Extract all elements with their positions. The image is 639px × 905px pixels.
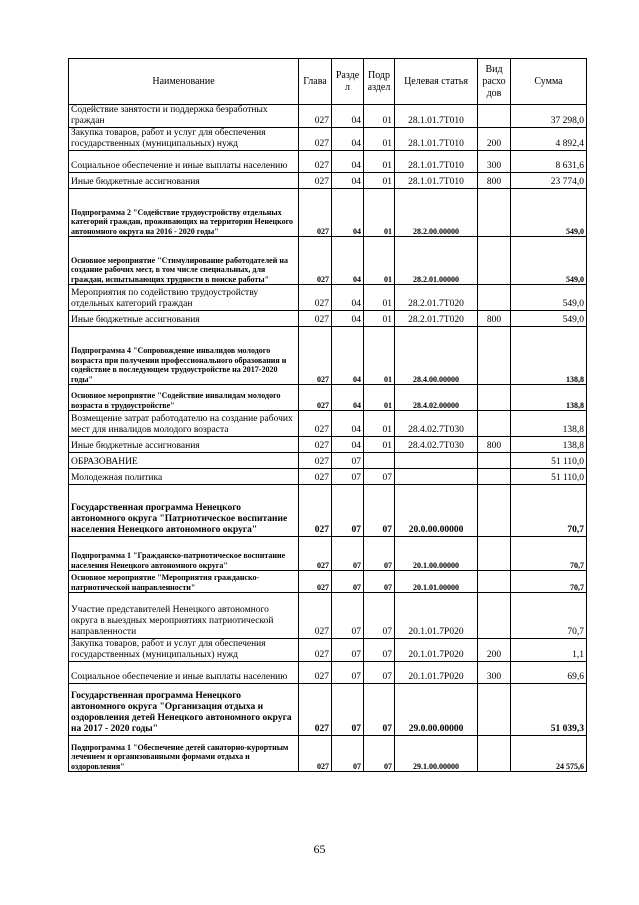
cell-target: 29.1.00.00000 — [395, 736, 478, 772]
table-row — [69, 571, 587, 593]
cell-expense: 800 — [478, 437, 511, 453]
table-row — [69, 411, 587, 437]
cell-name: Иные бюджетные ассигнования — [69, 437, 299, 453]
cell-amount: 51 039,3 — [511, 684, 587, 736]
cell-subsection: 01 — [364, 411, 395, 437]
table-row — [69, 736, 587, 772]
cell-section: 04 — [332, 237, 364, 285]
budget-table — [68, 58, 587, 772]
cell-section: 07 — [332, 593, 364, 639]
cell-expense — [478, 736, 511, 772]
cell-expense — [478, 485, 511, 537]
cell-subsection: 01 — [364, 237, 395, 285]
cell-subsection: 07 — [364, 571, 395, 593]
cell-name: Подпрограмма 2 "Содействие трудоустройству отдельных категорий граждан, проживающих на территории Ненецкого автономного округа на 2016 - 2020 годы" — [69, 189, 299, 237]
table-row — [69, 593, 587, 639]
cell-expense — [478, 684, 511, 736]
cell-amount: 37 298,0 — [511, 105, 587, 128]
cell-subsection: 01 — [364, 385, 395, 411]
cell-section: 04 — [332, 151, 364, 173]
cell-expense — [478, 285, 511, 311]
cell-target: 20.1.01.7Р020 — [395, 593, 478, 639]
cell-expense — [478, 469, 511, 485]
cell-target: 20.1.01.7Р020 — [395, 639, 478, 662]
cell-target: 20.0.00.00000 — [395, 485, 478, 537]
table-row — [69, 189, 587, 237]
cell-name: Государственная программа Ненецкого автономного округа "Организация отдыха и оздоровления детей Ненецкого автономного округа на 2017 - 2020 годы" — [69, 684, 299, 736]
table-row — [69, 128, 587, 151]
header-name: Наименование — [69, 59, 299, 105]
cell-expense — [478, 537, 511, 571]
cell-target: 28.2.01.7Т020 — [395, 311, 478, 327]
cell-amount: 138,8 — [511, 437, 587, 453]
cell-section: 07 — [332, 736, 364, 772]
cell-section: 07 — [332, 469, 364, 485]
cell-chapter: 027 — [299, 684, 332, 736]
cell-target — [395, 469, 478, 485]
cell-name: Содействие занятости и поддержка безработных граждан — [69, 105, 299, 128]
cell-expense — [478, 189, 511, 237]
cell-section: 07 — [332, 662, 364, 684]
table-row — [69, 285, 587, 311]
cell-target: 20.1.01.7Р020 — [395, 662, 478, 684]
cell-chapter: 027 — [299, 485, 332, 537]
table-row — [69, 639, 587, 662]
cell-amount: 549,0 — [511, 285, 587, 311]
cell-chapter: 027 — [299, 469, 332, 485]
cell-subsection: 07 — [364, 485, 395, 537]
cell-name: Иные бюджетные ассигнования — [69, 173, 299, 189]
cell-expense — [478, 411, 511, 437]
cell-section: 04 — [332, 285, 364, 311]
cell-name: Мероприятия по содействию трудоустройству отдельных категорий граждан — [69, 285, 299, 311]
cell-section: 04 — [332, 327, 364, 385]
page-number: 65 — [313, 842, 326, 856]
cell-subsection: 01 — [364, 311, 395, 327]
table-row — [69, 453, 587, 469]
table-row — [69, 237, 587, 285]
cell-subsection: 01 — [364, 437, 395, 453]
table-row — [69, 437, 587, 453]
cell-subsection: 07 — [364, 736, 395, 772]
cell-amount: 24 575,6 — [511, 736, 587, 772]
cell-section: 07 — [332, 684, 364, 736]
cell-name: ОБРАЗОВАНИЕ — [69, 453, 299, 469]
cell-section: 07 — [332, 537, 364, 571]
cell-amount: 51 110,0 — [511, 469, 587, 485]
table-row — [69, 105, 587, 128]
cell-target — [395, 453, 478, 469]
cell-chapter: 027 — [299, 105, 332, 128]
cell-expense — [478, 105, 511, 128]
cell-expense: 200 — [478, 639, 511, 662]
cell-target: 28.1.01.7Т010 — [395, 105, 478, 128]
table-row — [69, 151, 587, 173]
cell-expense: 300 — [478, 662, 511, 684]
cell-section: 04 — [332, 189, 364, 237]
table-row — [69, 173, 587, 189]
cell-chapter: 027 — [299, 173, 332, 189]
cell-subsection: 01 — [364, 128, 395, 151]
cell-target: 28.4.02.00000 — [395, 385, 478, 411]
cell-amount: 70,7 — [511, 485, 587, 537]
cell-section: 07 — [332, 639, 364, 662]
cell-chapter: 027 — [299, 571, 332, 593]
cell-amount: 69,6 — [511, 662, 587, 684]
table-row — [69, 469, 587, 485]
cell-name: Подпрограмма 1 "Обеспечение детей санаторно-курортным лечением и организованными формами отдыха и оздоровления" — [69, 736, 299, 772]
cell-target: 28.1.01.7Т010 — [395, 151, 478, 173]
cell-amount: 70,7 — [511, 571, 587, 593]
cell-expense: 200 — [478, 128, 511, 151]
cell-section: 04 — [332, 385, 364, 411]
cell-name: Социальное обеспечение и иные выплаты населению — [69, 662, 299, 684]
cell-section: 07 — [332, 453, 364, 469]
cell-chapter: 027 — [299, 311, 332, 327]
cell-chapter: 027 — [299, 437, 332, 453]
header-chapter: Глава — [299, 59, 332, 105]
table-row — [69, 327, 587, 385]
cell-section: 04 — [332, 173, 364, 189]
cell-amount: 4 892,4 — [511, 128, 587, 151]
cell-chapter: 027 — [299, 128, 332, 151]
cell-expense — [478, 327, 511, 385]
cell-target: 28.4.00.00000 — [395, 327, 478, 385]
cell-expense: 300 — [478, 151, 511, 173]
cell-chapter: 027 — [299, 593, 332, 639]
cell-target: 20.1.00.00000 — [395, 537, 478, 571]
cell-subsection: 01 — [364, 189, 395, 237]
cell-amount: 51 110,0 — [511, 453, 587, 469]
cell-amount: 1,1 — [511, 639, 587, 662]
cell-subsection: 01 — [364, 285, 395, 311]
table-row — [69, 385, 587, 411]
cell-target: 28.2.01.00000 — [395, 237, 478, 285]
cell-chapter: 027 — [299, 537, 332, 571]
table-row — [69, 485, 587, 537]
cell-subsection: 01 — [364, 151, 395, 173]
cell-name: Закупка товаров, работ и услуг для обеспечения государственных (муниципальных) нужд — [69, 128, 299, 151]
cell-chapter: 027 — [299, 639, 332, 662]
cell-section: 04 — [332, 128, 364, 151]
cell-chapter: 027 — [299, 736, 332, 772]
cell-expense — [478, 385, 511, 411]
table-row — [69, 537, 587, 571]
cell-chapter: 027 — [299, 411, 332, 437]
header-section: Разде л — [332, 59, 364, 105]
cell-amount: 138,8 — [511, 385, 587, 411]
cell-chapter: 027 — [299, 189, 332, 237]
cell-target: 20.1.01.00000 — [395, 571, 478, 593]
cell-amount: 549,0 — [511, 189, 587, 237]
cell-expense: 800 — [478, 173, 511, 189]
cell-section: 04 — [332, 437, 364, 453]
header-expense: Вид расхо дов — [478, 59, 511, 105]
cell-name: Закупка товаров, работ и услуг для обеспечения государственных (муниципальных) нужд — [69, 639, 299, 662]
cell-expense: 800 — [478, 311, 511, 327]
cell-section: 04 — [332, 411, 364, 437]
cell-name: Государственная программа Ненецкого автономного округа "Патриотическое воспитание населения Ненецкого автономного округа" — [69, 485, 299, 537]
table-row — [69, 311, 587, 327]
cell-subsection: 01 — [364, 327, 395, 385]
cell-expense — [478, 571, 511, 593]
cell-chapter: 027 — [299, 151, 332, 173]
cell-amount: 70,7 — [511, 593, 587, 639]
cell-target: 28.2.00.00000 — [395, 189, 478, 237]
cell-name: Основное мероприятие "Содействие инвалидам молодого возраста в трудоустройстве" — [69, 385, 299, 411]
cell-expense — [478, 453, 511, 469]
cell-target: 28.1.01.7Т010 — [395, 128, 478, 151]
cell-amount: 138,8 — [511, 411, 587, 437]
cell-section: 07 — [332, 485, 364, 537]
cell-name: Основное мероприятие "Мероприятия гражданско-патриотической направленности" — [69, 571, 299, 593]
cell-amount: 549,0 — [511, 237, 587, 285]
header-subsection: Подр аздел — [364, 59, 395, 105]
cell-name: Возмещение затрат работодателю на создание рабочих мест для инвалидов молодого возраста — [69, 411, 299, 437]
cell-expense — [478, 593, 511, 639]
cell-amount: 8 631,6 — [511, 151, 587, 173]
cell-subsection: 07 — [364, 662, 395, 684]
cell-amount: 549,0 — [511, 311, 587, 327]
cell-subsection: 07 — [364, 684, 395, 736]
cell-subsection: 07 — [364, 537, 395, 571]
cell-target: 28.1.01.7Т010 — [395, 173, 478, 189]
header-target: Целевая статья — [395, 59, 478, 105]
cell-section: 07 — [332, 571, 364, 593]
cell-chapter: 027 — [299, 453, 332, 469]
cell-chapter: 027 — [299, 285, 332, 311]
cell-target: 28.4.02.7Т030 — [395, 437, 478, 453]
table-header-row — [69, 59, 587, 105]
cell-name: Подпрограмма 4 "Сопровождение инвалидов молодого возраста при получении профессионального образования и содействие в последующем трудоустройстве на 2017-2020 годы" — [69, 327, 299, 385]
cell-chapter: 027 — [299, 385, 332, 411]
cell-chapter: 027 — [299, 237, 332, 285]
cell-name: Социальное обеспечение и иные выплаты населению — [69, 151, 299, 173]
table-row — [69, 684, 587, 736]
cell-target: 28.2.01.7Т020 — [395, 285, 478, 311]
cell-target: 28.4.02.7Т030 — [395, 411, 478, 437]
cell-section: 04 — [332, 311, 364, 327]
cell-name: Основное мероприятие "Стимулирование работодателей на создание рабочих мест, в том числе специальных, для граждан, испытывающих трудности в поиске работы" — [69, 237, 299, 285]
cell-subsection: 01 — [364, 105, 395, 128]
cell-name: Участие представителей Ненецкого автономного округа в выездных мероприятиях патриотической направленности — [69, 593, 299, 639]
table-body — [69, 105, 587, 772]
cell-section: 04 — [332, 105, 364, 128]
cell-target: 29.0.00.00000 — [395, 684, 478, 736]
cell-amount: 23 774,0 — [511, 173, 587, 189]
cell-chapter: 027 — [299, 662, 332, 684]
cell-amount: 138,8 — [511, 327, 587, 385]
cell-name: Иные бюджетные ассигнования — [69, 311, 299, 327]
cell-amount: 70,7 — [511, 537, 587, 571]
cell-subsection: 07 — [364, 639, 395, 662]
cell-subsection: 07 — [364, 469, 395, 485]
cell-expense — [478, 237, 511, 285]
cell-subsection: 07 — [364, 593, 395, 639]
cell-name: Молодежная политика — [69, 469, 299, 485]
header-amount: Сумма — [511, 59, 587, 105]
table-row — [69, 662, 587, 684]
cell-chapter: 027 — [299, 327, 332, 385]
cell-subsection — [364, 453, 395, 469]
cell-subsection: 01 — [364, 173, 395, 189]
cell-name: Подпрограмма 1 "Гражданско-патриотическое воспитание населения Ненецкого автономного округа" — [69, 537, 299, 571]
